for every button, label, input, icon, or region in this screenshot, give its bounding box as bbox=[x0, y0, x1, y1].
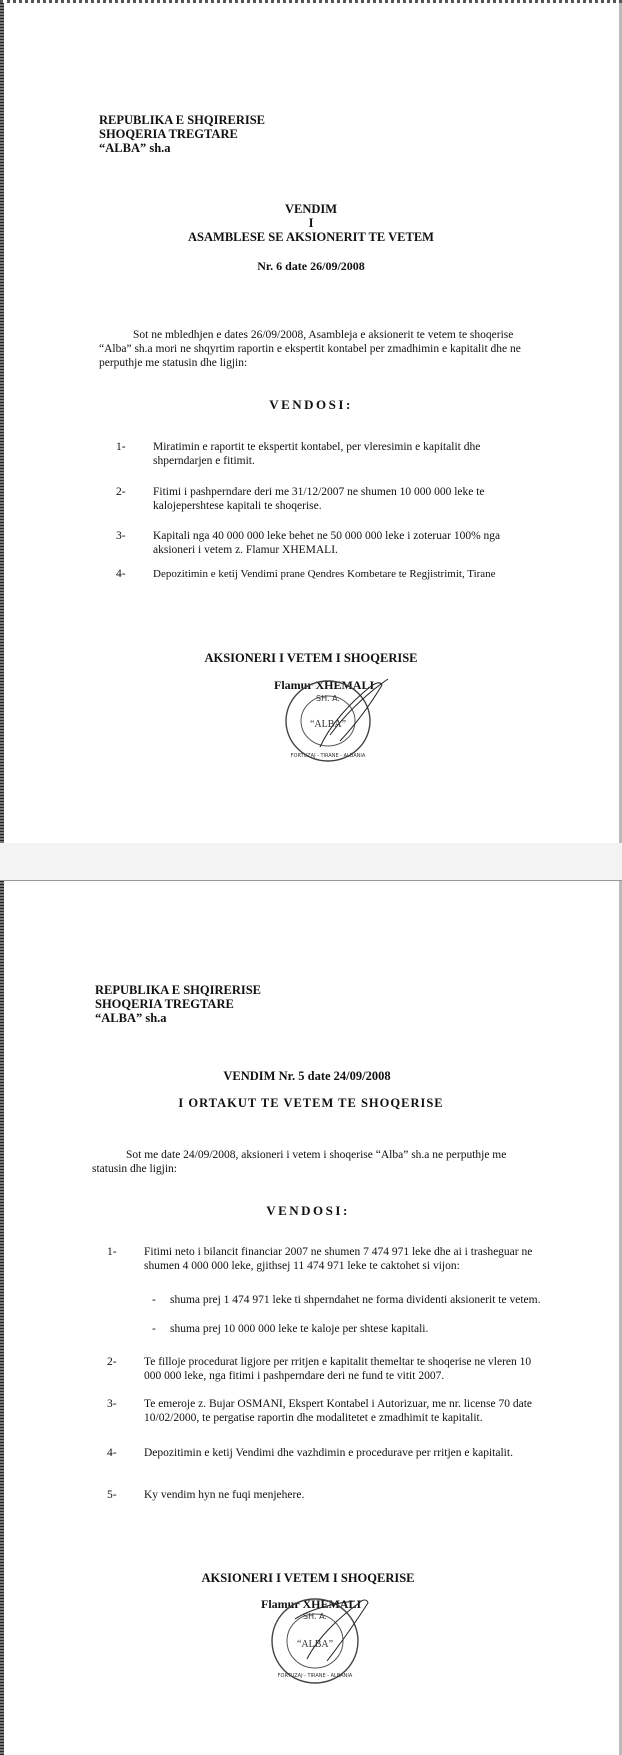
list-item bbox=[107, 1355, 547, 1385]
stamp-text: SH. A. bbox=[316, 694, 340, 703]
item-number: 4- bbox=[116, 568, 126, 580]
item-number: 4- bbox=[107, 1447, 117, 1459]
company-header bbox=[95, 983, 261, 1025]
decision-title: ASAMBLESE SE AKSIONERIT TE VETEM bbox=[188, 230, 434, 244]
intro-paragraph: Sot me date 24/09/2008, aksioneri i vetem i shoqerise “Alba” sh.a ne perputhje me statusin dhe ligjin: bbox=[92, 1149, 507, 1175]
signature-title: AKSIONERI I VETEM I SHOQERISE bbox=[201, 1571, 415, 1585]
signature-name: Flamur XHEMALI bbox=[274, 678, 375, 692]
item-number: 1- bbox=[116, 441, 126, 453]
sub-list-item bbox=[152, 1293, 542, 1323]
item-number: 2- bbox=[116, 486, 126, 498]
sub-list-item bbox=[152, 1322, 542, 1338]
item-text: Te filloje procedurat ligjore per rritjen e kapitalit themeltar te shoqerise ne vleren 10 000 000 leke, nga fitimi i pashperndare deri ne fund te vitit 2007. bbox=[144, 1356, 532, 1382]
item-number: 3- bbox=[116, 530, 126, 542]
stamp-text: SH. A. bbox=[303, 1612, 327, 1621]
list-item bbox=[116, 485, 536, 515]
list-item bbox=[107, 1397, 547, 1441]
item-text: Miratimin e raportit te ekspertit kontabel, per vleresimin e kapitalit dhe shperndarjen e fitimit. bbox=[153, 441, 481, 467]
company-stamp bbox=[270, 675, 400, 767]
list-item bbox=[116, 567, 546, 583]
list-item bbox=[107, 1488, 547, 1504]
decision-title: VENDIM Nr. 5 date 24/09/2008 bbox=[223, 1069, 391, 1083]
sub-item-text: shuma prej 10 000 000 leke te kaloje per shtese kapitali. bbox=[170, 1323, 429, 1335]
item-number: 3- bbox=[107, 1398, 117, 1410]
list-item bbox=[116, 529, 536, 559]
sub-item-dash: - bbox=[152, 1323, 156, 1335]
vendosi-heading: VENDOSI: bbox=[269, 397, 353, 412]
scan-band bbox=[0, 843, 622, 883]
sub-item-text: shuma prej 1 474 971 leke ti shperndahet ne forma dividenti aksionerit te vetem. bbox=[170, 1294, 541, 1306]
header-line: SHOQERIA TREGTARE bbox=[99, 127, 238, 141]
scan-edge bbox=[0, 3, 4, 883]
header-line: “ALBA” sh.a bbox=[99, 141, 171, 155]
item-text: Te emeroje z. Bujar OSMANI, Ekspert Kontabel i Autorizuar, me nr. license 70 date 10/02/2000, te pergatise raportin dhe modalitetet e zmadhimit te kapitalit. bbox=[144, 1398, 533, 1424]
decision-title: I bbox=[308, 216, 314, 230]
header-line: REPUBLIKA E SHQIRERISE bbox=[95, 983, 262, 997]
vendosi-heading: VENDOSI: bbox=[266, 1203, 350, 1218]
item-number: 2- bbox=[107, 1356, 117, 1368]
document-page-2 bbox=[0, 880, 622, 1755]
item-text: Fitimi i pashperndare deri me 31/12/2007 ne shumen 10 000 000 leke te kalojepershtese kapitali te shoqerise. bbox=[153, 486, 485, 512]
decision-number: Nr. 6 date 26/09/2008 bbox=[257, 259, 365, 273]
stamp-text: “ALBA” bbox=[309, 719, 347, 730]
item-text: Fitimi neto i bilancit financiar 2007 ne shumen 7 474 971 leke dhe ai i trasheguar ne shumen 4 000 000 leke, gjithsej 11 474 971 leke te caktohet si vijon: bbox=[144, 1246, 533, 1272]
item-text: Kapitali nga 40 000 000 leke behet ne 50 000 000 leke i zoteruar 100% nga aksioneri i vetem z. Flamur XHEMALI. bbox=[153, 530, 501, 556]
list-item bbox=[107, 1446, 547, 1476]
signature-title: AKSIONERI I VETEM I SHOQERISE bbox=[204, 651, 418, 665]
item-text: Depozitimin e ketij Vendimi dhe vazhdimin e procedurave per rritjen e kapitalit. bbox=[144, 1447, 513, 1459]
header-line: “ALBA” sh.a bbox=[95, 1011, 167, 1025]
list-item bbox=[116, 440, 536, 470]
stamp-text: “ALBA” bbox=[296, 1639, 334, 1650]
stamp-text: FORTUZAJ - TIRANE - ALBANIA bbox=[290, 753, 366, 759]
company-header bbox=[99, 113, 265, 155]
header-line: REPUBLIKA E SHQIRERISE bbox=[99, 113, 266, 127]
list-item bbox=[107, 1245, 547, 1289]
signature-name: Flamur XHEMALI bbox=[261, 1597, 362, 1611]
intro-paragraph: Sot ne mbledhjen e dates 26/09/2008, Asambleja e aksionerit te vetem te shoqerise “Alba” sh.a mori ne shqyrtim raportin e ekspertit kontabel per zmadhimin e kapitalit dhe ne perputhje me statusin dhe ligjin: bbox=[99, 329, 521, 369]
header-line: SHOQERIA TREGTARE bbox=[95, 997, 234, 1011]
decision-subtitle: I ORTAKUT TE VETEM TE SHOQERISE bbox=[178, 1096, 444, 1110]
sub-item-dash: - bbox=[152, 1294, 156, 1306]
item-text: Ky vendim hyn ne fuqi menjehere. bbox=[144, 1489, 305, 1501]
stamp-text: FORTUZAJ - TIRANE - ALBANIA bbox=[277, 1673, 353, 1679]
item-number: 1- bbox=[107, 1246, 117, 1258]
decision-title: VENDIM bbox=[284, 202, 338, 216]
item-text: Depozitimin e ketij Vendimi prane Qendres Kombetare te Regjistrimit, Tirane bbox=[153, 568, 496, 580]
company-stamp bbox=[255, 1589, 385, 1689]
item-number: 5- bbox=[107, 1489, 117, 1501]
scan-edge bbox=[0, 881, 4, 1755]
